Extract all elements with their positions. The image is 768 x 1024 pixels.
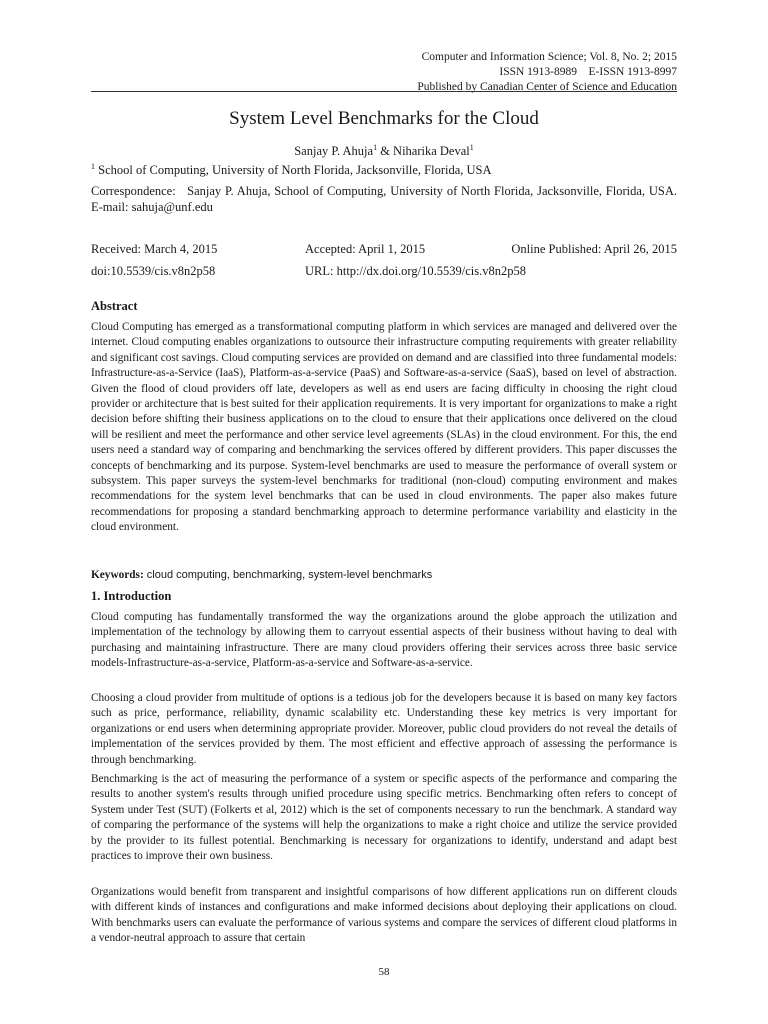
abstract-heading: Abstract	[91, 299, 138, 313]
paragraph: Choosing a cloud provider from multitude of options is a tedious job for the developers because it is based on many key factors such as price, performance, reliability, dynamic scalability etc. Understanding these key metrics is very important for organizations or end users when determining appropriate provider. Moreover, public cloud providers do not reveal the details of implementation of the services provided by them. The most efficient and effective approach of assessing the performance is through benchmarking.	[91, 692, 677, 766]
author-line	[91, 143, 677, 159]
section-heading-introduction: 1. Introduction	[91, 589, 172, 603]
paragraph: Organizations would benefit from transparent and insightful comparisons of how different applications run on different clouds with different kinds of instances and configurations and make informed decisions about deploying their applications on cloud. With benchmarks users can evaluate the performance of various systems and compare the services of different cloud platforms in a vendor-neutral approach to assure that certain	[91, 886, 677, 945]
paragraph: Cloud computing has fundamentally transformed the way the organizations around the globe approach the utilization and implementation of the technology by allowing them to carryout essential aspects of their business without having to deal with purchasing and maintaining infrastructure. There are many cloud providers offering their services across three basic service models-Infrastructure-as-a-service, Platform-as-a-service and Software-as-a-service.	[91, 611, 677, 670]
paragraph: Benchmarking is the act of measuring the performance of a system or specific aspects of the performance and comparing the results to another system's results through unified procedure using specific metrics. Benchmarking often refers to concept of System under Test (SUT) (Folkerts et al, 2012) which is the set of components necessary to run the benchmark. A standard way of comparing the performance of the systems will help the organizations to make a right choice and utilize the service provided by the provider to its fullest potential. Benchmarking is necessary for organizations to identify, understand and adapt best practices to improve their own business.	[91, 773, 677, 863]
author-separator: &	[377, 144, 394, 158]
author-1-affil-mark: 1	[373, 143, 378, 152]
doi: doi:10.5539/cis.v8n2p58	[91, 264, 216, 278]
abstract-text: Cloud Computing has emerged as a transformational computing platform in which services are managed and delivered over the internet. Cloud computing enables organizations to outsource their infrastructure computing requirements with greater reliability and significant cost savings. Cloud computing services are provided on demand and are classified into three fundamental models: Infrastructure-as-a-Service (IaaS), Platform-as-a-service (PaaS) and Software-as-a-service (SaaS), based on level of abstraction. Given the flood of cloud providers off late, developers as well as end users are facing difficulty in choosing the right cloud provider or architecture that is best suited for their application requirements. It is very important for organizations to make a right decision before shifting their business applications on to the cloud to ensure that their applications once delivered on the cloud will be resilient and meet the performance and other service level agreements (SLAs) in the cloud environment. For this, the end users need a standard way of comparing and benchmarking the services offered by different providers. This paper discusses the concepts of benchmarking and its purpose. System-level benchmarks are used to measure the performance of overall system or subsystem. This paper surveys the system-level benchmarks for traditional (non-cloud) computing environment and makes recommendations for the system level benchmarks that can be used in cloud environments. The paper also makes future recommendations for proposing a standard benchmarking approach to determine performance variability and elasticity in the cloud environment.	[91, 321, 677, 534]
page-number: 58	[378, 966, 390, 978]
keywords-label: Keywords:	[91, 569, 144, 581]
publication-dates	[91, 238, 677, 282]
correspondence: Correspondence: Sanjay P. Ahuja, School of Computing, University of North Florida, Jacksonville, Florida, USA. E-mail: sahuja@unf.edu	[91, 184, 681, 214]
header-rule	[91, 91, 677, 92]
paper-title: System Level Benchmarks for the Cloud	[229, 108, 539, 129]
affiliation	[91, 162, 677, 178]
affiliation-mark: 1	[91, 162, 95, 171]
accepted-date: Accepted: April 1, 2015	[305, 242, 426, 256]
journal-issn: ISSN 1913-8989 E-ISSN 1913-8997	[499, 66, 677, 78]
author-2-affil-mark: 1	[469, 143, 474, 152]
received-date: Received: March 4, 2015	[91, 242, 218, 256]
affiliation-text: School of Computing, University of North Florida, Jacksonville, Florida, USA	[95, 163, 492, 177]
journal-publisher: Published by Canadian Center of Science and Education	[417, 81, 677, 93]
journal-citation: Computer and Information Science; Vol. 8, No. 2; 2015	[421, 51, 677, 63]
keywords	[91, 569, 432, 581]
published-date: Online Published: April 26, 2015	[511, 242, 677, 256]
author-2: Niharika Deval	[393, 144, 470, 158]
author-1: Sanjay P. Ahuja	[294, 144, 374, 158]
journal-header	[277, 50, 677, 95]
keywords-text: cloud computing, benchmarking, system-level benchmarks	[143, 569, 433, 581]
url-link[interactable]: URL: http://dx.doi.org/10.5539/cis.v8n2p58	[305, 264, 526, 278]
